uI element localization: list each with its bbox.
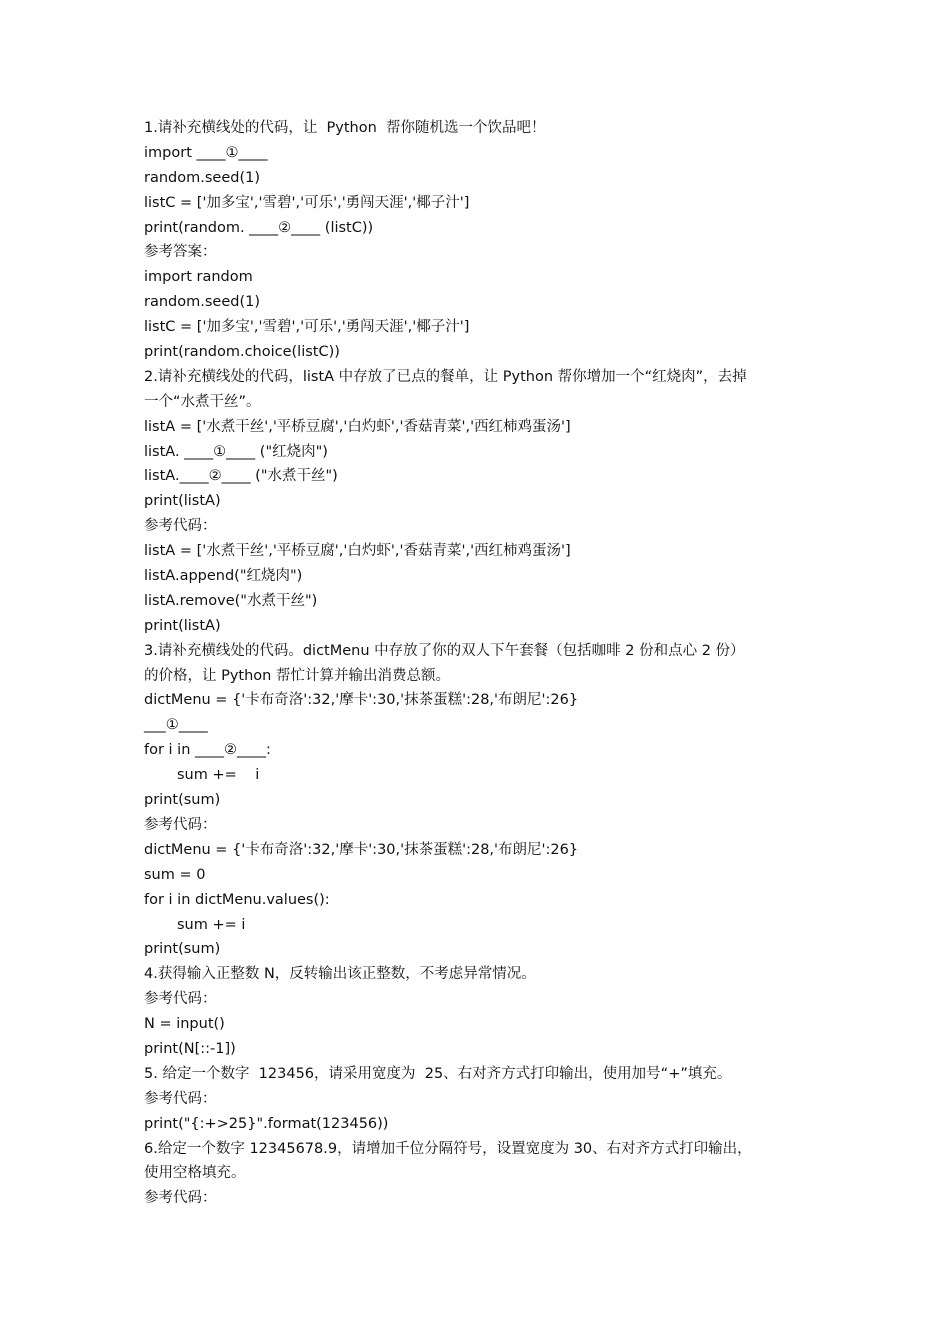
text-line: 3.请补充横线处的代码。dictMenu 中存放了你的双人下午套餐（包括咖啡 2 份和点心 2 份） [144,642,745,659]
text-line: print(sum) [144,792,221,809]
text-line: print(sum) [144,941,221,958]
text-line: print(random.choice(listC)) [144,344,340,361]
text-line: listC = ['加多宝','雪碧','可乐','勇闯天涯','椰子汁'] [144,319,470,336]
text-line: 参考代码： [144,518,217,535]
text-line: 参考代码： [144,1090,217,1107]
text-line: listA. ____①____ ("红烧肉") [144,443,328,460]
text-line: sum += i [177,916,246,933]
text-line: 2.请补充横线处的代码，listA 中存放了已点的餐单，让 Python 帮你增加一个“红烧肉”，去掉 [144,368,747,385]
text-line: 6.给定一个数字 12345678.9，请增加千位分隔符号，设置宽度为 30、右对齐方式打印输出， [144,1140,752,1157]
text-line: listA.____②____ ("水煮干丝") [144,468,338,485]
text-line: for i in dictMenu.values(): [144,891,330,908]
text-line: 1.请补充横线处的代码，让 Python 帮你随机选一个饮品吧！ [144,120,546,136]
text-line: listC = ['加多宝','雪碧','可乐','勇闯天涯','椰子汁'] [144,194,470,211]
text-line: random.seed(1) [144,294,260,311]
text-line: 5. 给定一个数字 123456，请采用宽度为 25、右对齐方式打印输出，使用加号“+”填充。 [144,1065,732,1082]
text-line: listA = ['水煮干丝','平桥豆腐','白灼虾','香菇青菜','西红柿鸡蛋汤'] [144,543,571,560]
text-line: 4.获得输入正整数 N，反转输出该正整数，不考虑异常情况。 [144,966,536,983]
text-line: dictMenu = {'卡布奇洛':32,'摩卡':30,'抹茶蛋糕':28,'布朗尼':26} [144,841,579,858]
text-line: listA.append("红烧肉") [144,568,303,585]
text-line: listA = ['水煮干丝','平桥豆腐','白灼虾','香菇青菜','西红柿鸡蛋汤'] [144,418,571,435]
text-line: import random [144,269,253,286]
text-line: 一个“水煮干丝”。 [144,393,261,410]
text-line: print("{:+>25}".format(123456)) [144,1115,389,1132]
text-line: listA.remove("水煮干丝") [144,592,318,609]
text-line: print(listA) [144,493,221,510]
text-line: print(listA) [144,617,221,634]
text-line: sum = 0 [144,866,206,883]
text-line: 参考答案： [144,244,217,261]
text-line: N = input() [144,1016,225,1033]
text-line: print(N[::-1]) [144,1040,236,1057]
document-page [144,116,824,1211]
text-line: 参考代码： [144,816,217,833]
text-line: ___①____ [144,717,208,734]
text-line: for i in ____②____: [144,742,271,759]
text-line: 使用空格填充。 [144,1165,246,1182]
text-line: 的价格，让 Python 帮忙计算并输出消费总额。 [144,667,450,684]
text-line: dictMenu = {'卡布奇洛':32,'摩卡':30,'抹茶蛋糕':28,'布朗尼':26} [144,692,579,709]
text-line: print(random. ____②____ (listC)) [144,219,374,236]
text-line: random.seed(1) [144,169,260,186]
text-line: 参考代码： [144,1190,217,1207]
text-line: 参考代码： [144,991,217,1008]
text-line: import ____①____ [144,144,268,161]
text-line: sum += i [177,767,260,784]
